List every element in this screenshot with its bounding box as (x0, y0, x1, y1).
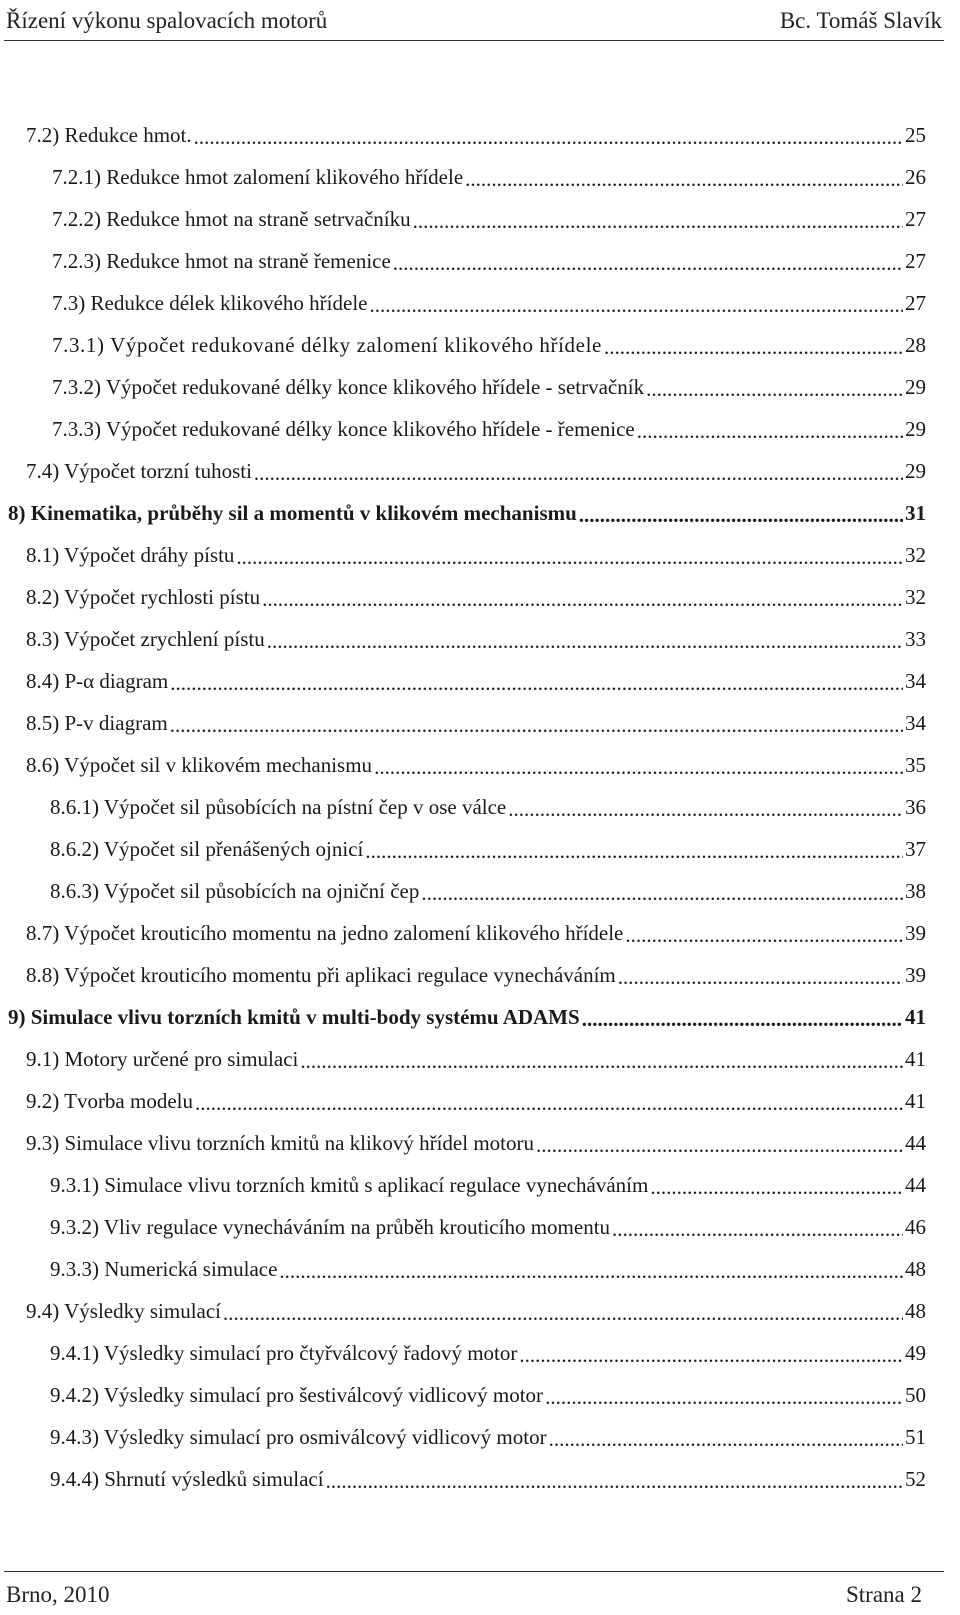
toc-leader (519, 1345, 903, 1366)
toc-leader (236, 547, 903, 568)
toc-entry[interactable]: 8.6.2) Výpočet sil přenášených ojnicí ..... 37 (50, 826, 926, 862)
toc-entry[interactable]: 8.7) Výpočet krouticího momentu na jedno zalomení klikového hřídele ..... 39 (26, 910, 926, 946)
toc-entry[interactable]: 7.4) Výpočet torzní tuhosti ..... 29 (26, 448, 926, 484)
toc-entry[interactable]: 9.4.1) Výsledky simulací pro čtyřválcový řadový motor ..... 49 (50, 1330, 926, 1366)
toc-entry[interactable]: 8.6.1) Výpočet sil působících na pístní čep v ose válce ..... 36 (50, 784, 926, 820)
toc-entry[interactable]: 9.4.3) Výsledky simulací pro osmiválcový vidlicový motor ..... 51 (50, 1414, 926, 1450)
footer-page-number: Strana 2 (845, 1582, 922, 1607)
toc-leader (604, 337, 903, 358)
toc-leader (650, 1177, 903, 1198)
toc-chapter-entry[interactable]: 8) Kinematika, průběhy sil a momentů v klikovém mechanismu ..... 31 (8, 490, 926, 526)
toc-leader (279, 1261, 903, 1282)
toc-entry[interactable]: 9.3.2) Vliv regulace vynecháváním na průběh krouticího momentu ..... 46 (50, 1204, 926, 1240)
toc-leader (612, 1219, 903, 1240)
toc-entry[interactable]: 8.3) Výpočet zrychlení pístu ..... 33 (26, 616, 926, 652)
toc-entry[interactable]: 8.6.3) Výpočet sil působících na ojniční čep ..... 38 (50, 868, 926, 904)
toc-entry[interactable]: 8.2) Výpočet rychlosti pístu ..... 32 (26, 574, 926, 610)
document-author: Bc. Tomáš Slavík (779, 8, 942, 33)
toc-leader (254, 463, 903, 484)
toc-entry[interactable]: 9.3.1) Simulace vlivu torzních kmitů s aplikací regulace vynecháváním ..... 44 (50, 1162, 926, 1198)
toc-leader (637, 421, 903, 442)
toc-entry[interactable]: 9.3) Simulace vlivu torzních kmitů na klikový hřídel motoru ..... 44 (26, 1120, 926, 1156)
toc-leader (618, 967, 903, 988)
toc-entry[interactable]: 9.3.3) Numerická simulace ..... 48 (50, 1246, 926, 1282)
toc-leader (300, 1051, 903, 1072)
toc-leader (326, 1471, 903, 1492)
toc-entry[interactable]: 7.3.2) Výpočet redukované délky konce klikového hřídele - setrvačník ..... 29 (52, 364, 926, 400)
toc-leader (262, 589, 903, 610)
toc-leader (267, 631, 903, 652)
toc-entry[interactable]: 9.4.2) Výsledky simulací pro šestiválcový vidlicový motor ..... 50 (50, 1372, 926, 1408)
toc-leader (549, 1429, 903, 1450)
toc-chapter-entry[interactable]: 9) Simulace vlivu torzních kmitů v multi-body systému ADAMS ..... 41 (8, 994, 926, 1030)
toc-entry[interactable]: 8.1) Výpočet dráhy pístu ..... 32 (26, 532, 926, 568)
toc-entry[interactable]: 9.2) Tvorba modelu ..... 41 (26, 1078, 926, 1114)
toc-leader (413, 211, 903, 232)
toc-entry[interactable]: 7.2.3) Redukce hmot na straně řemenice ..... 27 (52, 238, 926, 274)
document-title: Řízení výkonu spalovacích motorů (6, 8, 328, 33)
toc-leader (508, 799, 903, 820)
toc-leader (369, 295, 903, 316)
footer-divider (4, 1571, 944, 1572)
toc-entry[interactable]: 7.2.2) Redukce hmot na straně setrvačníku ..... 27 (52, 196, 926, 232)
toc-entry[interactable]: 9.4.4) Shrnutí výsledků simulací ..... 52 (50, 1456, 926, 1492)
toc-entry[interactable]: 7.2) Redukce hmot. ..... 25 (26, 112, 926, 148)
toc-entry[interactable]: 7.3) Redukce délek klikového hřídele ..... 27 (52, 280, 926, 316)
toc-leader (545, 1387, 903, 1408)
toc-leader (465, 169, 903, 190)
header-divider (4, 40, 944, 41)
toc-leader (579, 505, 903, 526)
page-footer (6, 1578, 922, 1612)
toc-entry[interactable]: 8.8) Výpočet krouticího momentu při aplikaci regulace vynecháváním ..... 39 (26, 952, 926, 988)
toc-leader (223, 1303, 903, 1324)
toc-leader (170, 715, 903, 736)
toc-entry[interactable]: 7.2.1) Redukce hmot zalomení klikového hřídele ..... 26 (52, 154, 926, 190)
toc-leader (421, 883, 903, 904)
toc-leader (393, 253, 903, 274)
toc-entry[interactable]: 9.1) Motory určené pro simulaci ..... 41 (26, 1036, 926, 1072)
toc-entry[interactable]: 8.6) Výpočet sil v klikovém mechanismu ..... 35 (26, 742, 926, 778)
toc-leader (625, 925, 903, 946)
toc-leader (194, 127, 903, 148)
toc-leader (582, 1009, 903, 1030)
toc-entry[interactable]: 7.3.1) Výpočet redukované délky zalomení klikového hřídele ..... 28 (52, 322, 926, 358)
toc-entry[interactable]: 8.5) P-v diagram ..... 34 (26, 700, 926, 736)
page-header (6, 4, 942, 38)
toc-entry[interactable]: 9.4) Výsledky simulací ..... 48 (26, 1288, 926, 1324)
toc-leader (195, 1093, 903, 1114)
toc-leader (646, 379, 903, 400)
footer-location-year: Brno, 2010 (6, 1582, 110, 1607)
toc-leader (536, 1135, 903, 1156)
toc-leader (170, 673, 903, 694)
toc-entry[interactable]: 7.3.3) Výpočet redukované délky konce klikového hřídele - řemenice ..... 29 (52, 406, 926, 442)
toc-leader (374, 757, 903, 778)
toc-entry[interactable]: 8.4) P-α diagram ..... 34 (26, 658, 926, 694)
toc-leader (365, 841, 903, 862)
